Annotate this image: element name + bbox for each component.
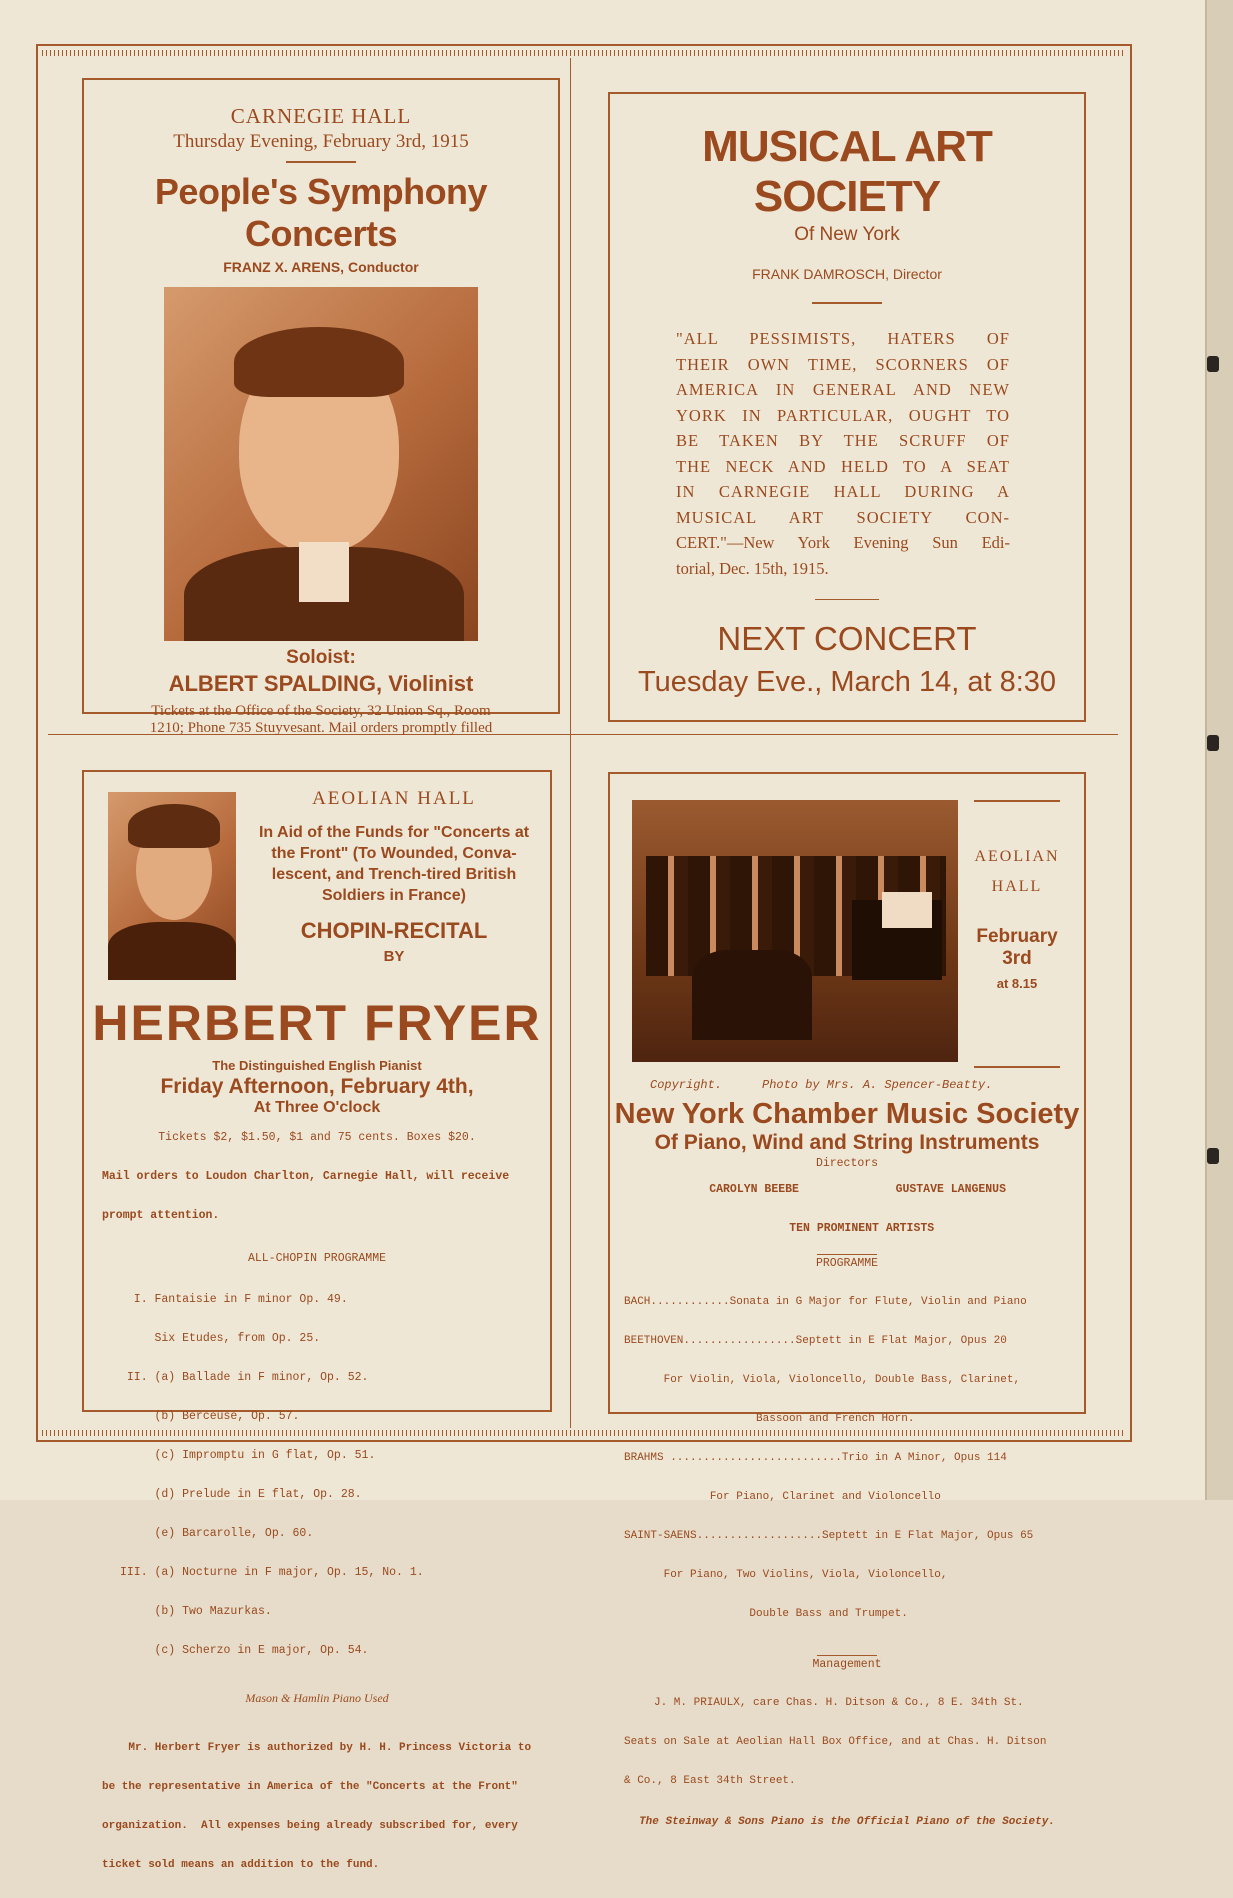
subtitle: Of Piano, Wind and String Instruments (654, 1131, 1040, 1154)
note-line: ticket sold means an addition to the fund. (102, 1859, 380, 1871)
recital: CHOPIN-RECITAL (300, 918, 488, 943)
artists-line: TEN PROMINENT ARTISTS (789, 1222, 935, 1235)
prog-line: BEETHOVEN.................Septett in E Flat Major, Opus 20 (624, 1335, 1007, 1347)
mgmt-line: & Co., 8 East 34th Street. (624, 1775, 796, 1787)
prog-line: (e) Barcarolle, Op. 60. (120, 1527, 314, 1540)
day: 3rd (1002, 948, 1032, 969)
programme (120, 1267, 550, 1683)
directors (654, 1170, 1084, 1209)
director-2: GUSTAVE LANGENUS (895, 1183, 1006, 1196)
next-concert-date: Tuesday Eve., March 14, at 8:30 (637, 666, 1057, 698)
aid-text (244, 822, 544, 906)
prog-title: PROGRAMME (815, 1257, 879, 1270)
note-line: be the representative in America of the "Concerts at the Front" (102, 1781, 518, 1793)
prog-line: For Piano, Clarinet and Violoncello (624, 1491, 941, 1503)
date: Thursday Evening, February 3rd, 1915 (173, 131, 469, 152)
prog-line: BACH............Sonata in G Major for Flute, Violin and Piano (624, 1296, 1027, 1308)
photo-credit: Photo by Mrs. A. Spencer-Beatty. (762, 1078, 993, 1092)
prog-line: For Violin, Viola, Violoncello, Double Bass, Clarinet, (624, 1374, 1021, 1386)
rule (286, 161, 356, 163)
directors-label: Directors (815, 1157, 879, 1170)
quote-line: BE TAKEN BY THE SCRUFF OF (676, 431, 1010, 450)
venue: CARNEGIE HALL (230, 104, 412, 128)
rule (812, 302, 882, 304)
soloist-label: Soloist: (286, 647, 356, 668)
prog-line: (b) Two Mazurkas. (120, 1605, 272, 1618)
quote-line: CERT."—New York Evening Sun Edi- (676, 533, 1010, 552)
quote-line: THEIR OWN TIME, SCORNERS OF (676, 354, 1010, 374)
time: At Three O'clock (253, 1099, 381, 1116)
rule (817, 1655, 877, 1656)
quote-line: torial, Dec. 15th, 1915. (676, 558, 829, 578)
prog-line: (b) Berceuse, Op. 57. (120, 1410, 300, 1423)
next-concert: NEXT CONCERT (717, 620, 977, 657)
binding-hole (1207, 356, 1219, 372)
ad-herbert-fryer (82, 770, 552, 1871)
subtitle: Of New York (794, 224, 900, 245)
copyright: Copyright. (650, 1078, 723, 1092)
divider-vertical (570, 58, 571, 1428)
mail-line: prompt attention. (102, 1209, 220, 1222)
director-1: CAROLYN BEEBE (709, 1183, 799, 1196)
aid-line: the Front" (To Wounded, Conva- (271, 845, 517, 862)
mgmt-line: J. M. PRIAULX, care Chas. H. Ditson & Co., 8 E. 34th St. (654, 1697, 1024, 1709)
venue-1: AEOLIAN (974, 848, 1060, 865)
mail-line: Mail orders to Loudon Charlton, Carnegie Hall, will receive (102, 1170, 510, 1183)
management (624, 1671, 1084, 1814)
prog-line: III. (a) Nocturne in F major, Op. 15, No. 1. (120, 1566, 424, 1579)
quote-line: THE NECK AND HELD TO A SEAT (676, 456, 1010, 476)
rule (815, 599, 879, 600)
prog-line: Bassoon and French Horn. (624, 1413, 915, 1425)
quote-line: MUSICAL ART SOCIETY CON- (676, 507, 1010, 527)
tickets-line-2: 1210; Phone 735 Stuyvesant. Mail orders promptly filled (149, 720, 493, 736)
prog-line: II. (a) Ballade in F minor, Op. 52. (120, 1371, 369, 1384)
aid-line: In Aid of the Funds for "Concerts at (258, 824, 530, 841)
steinway-note: The Steinway & Sons Piano is the Official Piano of the Society. (639, 1816, 1055, 1828)
ad-peoples-symphony (82, 78, 560, 736)
venue-2: HALL (991, 878, 1043, 895)
prog-line: Six Etudes, from Op. 25. (120, 1332, 321, 1345)
ad-ny-chamber-music-society (608, 772, 1086, 1828)
quote-line: "ALL PESSIMISTS, HATERS OF (676, 329, 1010, 348)
rule (817, 1254, 877, 1255)
note-line: Mr. Herbert Fryer is authorized by H. H. Princess Victoria to (102, 1742, 532, 1754)
date: Friday Afternoon, February 4th, (160, 1075, 474, 1098)
pianist-portrait (108, 792, 236, 980)
mgmt-label: Management (812, 1658, 882, 1671)
by: BY (383, 948, 405, 965)
ad-musical-art-society (608, 92, 1086, 722)
quote-line: AMERICA IN GENERAL AND NEW (676, 380, 1010, 399)
piano-note: Mason & Hamlin Piano Used (245, 1691, 389, 1705)
mail-orders (102, 1144, 550, 1248)
artist-desc: The Distinguished English Pianist (212, 1058, 422, 1073)
conductor: FRANZ X. ARENS, Conductor (223, 259, 419, 275)
prog-line: I. Fantaisie in F minor Op. 49. (120, 1293, 348, 1306)
aid-line: Soldiers in France) (321, 887, 467, 904)
quote (676, 326, 1010, 581)
portrait-photo (164, 287, 478, 641)
time: at 8.15 (996, 976, 1038, 991)
prog-line: SAINT-SAENS...................Septett in E Flat Major, Opus 65 (624, 1530, 1034, 1542)
fryer-note (102, 1716, 550, 1898)
prog-line: (c) Impromptu in G flat, Op. 51. (120, 1449, 376, 1462)
prog-line: (c) Scherzo in E major, Op. 54. (120, 1644, 369, 1657)
quote-line: IN CARNEGIE HALL DURING A (676, 482, 1010, 501)
title: New York Chamber Music Society (614, 1098, 1080, 1130)
binding-hole (1207, 735, 1219, 751)
venue: AEOLIAN HALL (312, 788, 476, 809)
director: FRANK DAMROSCH, Director (752, 266, 942, 282)
prog-line: BRAHMS ..........................Trio in A Minor, Opus 114 (624, 1452, 1007, 1464)
prog-line: Double Bass and Trumpet. (624, 1608, 908, 1620)
mgmt-line: Seats on Sale at Aeolian Hall Box Office, and at Chas. H. Ditson (624, 1736, 1047, 1748)
prog-line: (d) Prelude in E flat, Op. 28. (120, 1488, 362, 1501)
month: February (976, 926, 1058, 947)
aid-line: lescent, and Trench-tired British (271, 866, 517, 883)
prog-title: ALL-CHOPIN PROGRAMME (247, 1252, 387, 1265)
quote-line: YORK IN PARTICULAR, OUGHT TO (676, 405, 1010, 425)
note-line: organization. All expenses being already subscribed for, every (102, 1820, 518, 1832)
title: MUSICAL ART SOCIETY (702, 122, 992, 221)
artist-name: HERBERT FRYER (92, 995, 542, 1051)
binding-hole (1207, 1148, 1219, 1164)
binding-gutter (1205, 0, 1233, 1500)
programme (624, 1270, 1084, 1647)
tickets: Tickets $2, $1.50, $1 and 75 cents. Boxes $20. (158, 1131, 476, 1144)
tickets-line-1: Tickets at the Office of the Society, 32 Union Sq., Room (151, 703, 491, 719)
ensemble-photo (632, 800, 958, 1062)
prog-line: For Piano, Two Violins, Viola, Violoncello, (624, 1569, 948, 1581)
soloist: ALBERT SPALDING, Violinist (168, 671, 474, 696)
artists (734, 1209, 1084, 1248)
title: People's Symphony Concerts (154, 171, 488, 254)
